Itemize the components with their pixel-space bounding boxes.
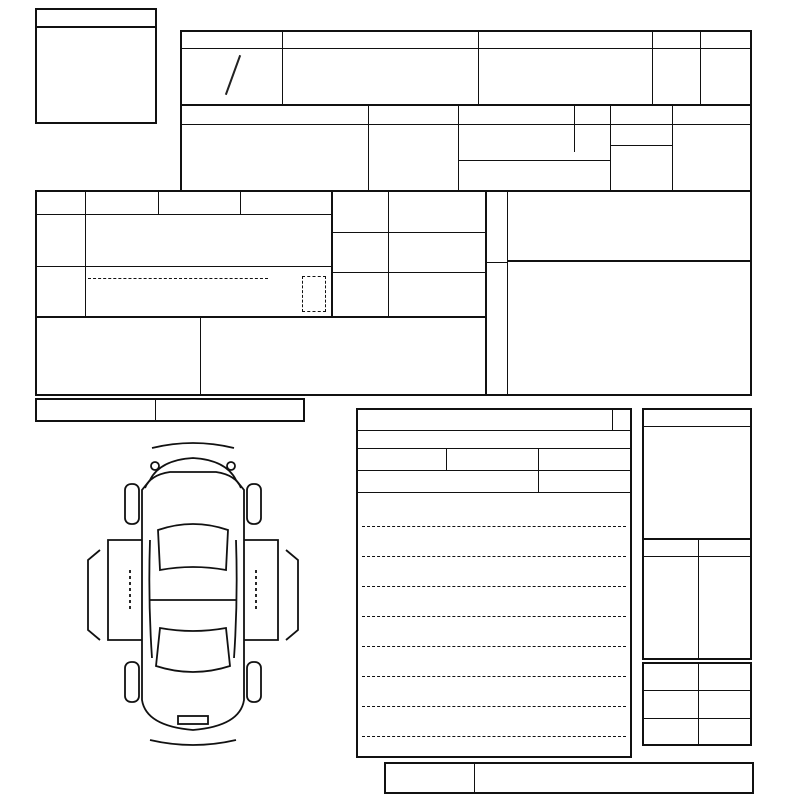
recycle-box (35, 398, 305, 422)
history-table (35, 190, 752, 396)
mile-checkbox[interactable] (302, 276, 326, 312)
grade-panel (642, 408, 752, 660)
car-damage-diagram (40, 430, 350, 760)
vehicle-info-table (180, 30, 752, 192)
vin-box (384, 762, 754, 794)
accessories-table (642, 662, 752, 746)
